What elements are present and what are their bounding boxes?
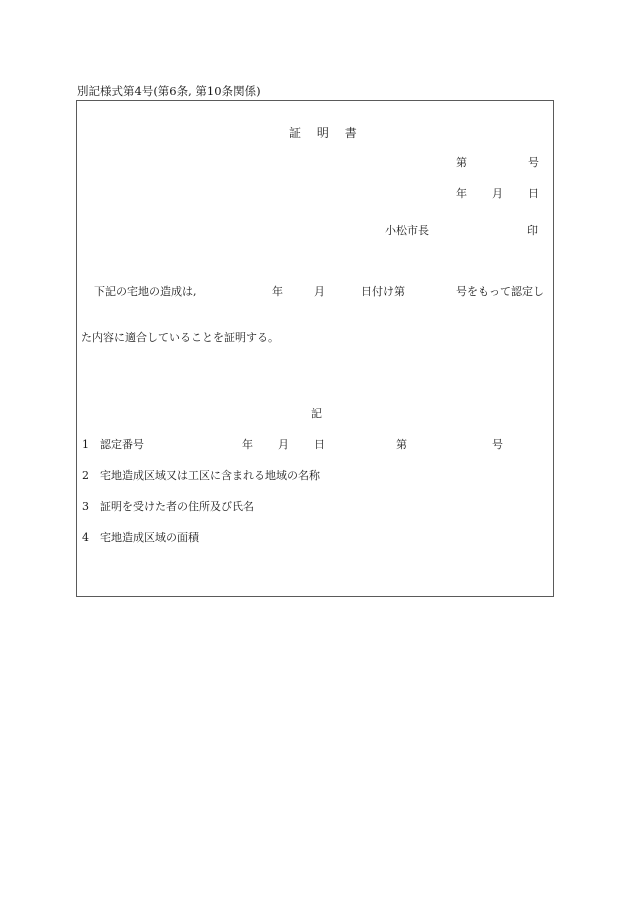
item-label: 宅地造成区域の面積 [100,531,199,544]
body-month: 月 [314,285,325,298]
body-year: 年 [272,285,283,298]
issuer-name: 小松市長 [385,224,429,237]
doc-number-go: 号 [528,156,539,169]
issuer-seal: 印 [527,224,538,237]
body-line2: た内容に適合していることを証明する。 [81,331,279,344]
date-day: 日 [528,187,539,200]
title-char: 明 [316,126,329,140]
date-year: 年 [456,187,467,200]
item-label: 証明を受けた者の住所及び氏名 [100,500,254,513]
document-title [289,127,357,139]
form-reference: 別記様式第4号(第6条, 第10条関係) [77,84,261,98]
date-month: 月 [492,187,503,200]
item-year: 年 [242,438,253,451]
doc-number-dai: 第 [456,156,467,169]
ki-heading: 記 [311,407,322,420]
item-label: 宅地造成区域又は工区に含まれる地域の名称 [100,469,320,482]
body-lead: 下記の宅地の造成は, [94,285,197,298]
item-number: 3 [82,500,89,513]
title-char: 証 [289,126,302,140]
certificate-frame [76,100,554,597]
item-month: 月 [278,438,289,451]
item-go: 号 [492,438,503,451]
body-day-dai: 日付け第 [361,285,405,298]
body-go-tail: 号をもって認定し [456,285,544,298]
item-number: 4 [82,531,89,544]
item-day: 日 [314,438,325,451]
title-char: 書 [344,126,357,140]
item-dai: 第 [396,438,407,451]
item-label: 認定番号 [100,438,144,451]
item-number: 1 [82,438,89,451]
item-number: 2 [82,469,89,482]
